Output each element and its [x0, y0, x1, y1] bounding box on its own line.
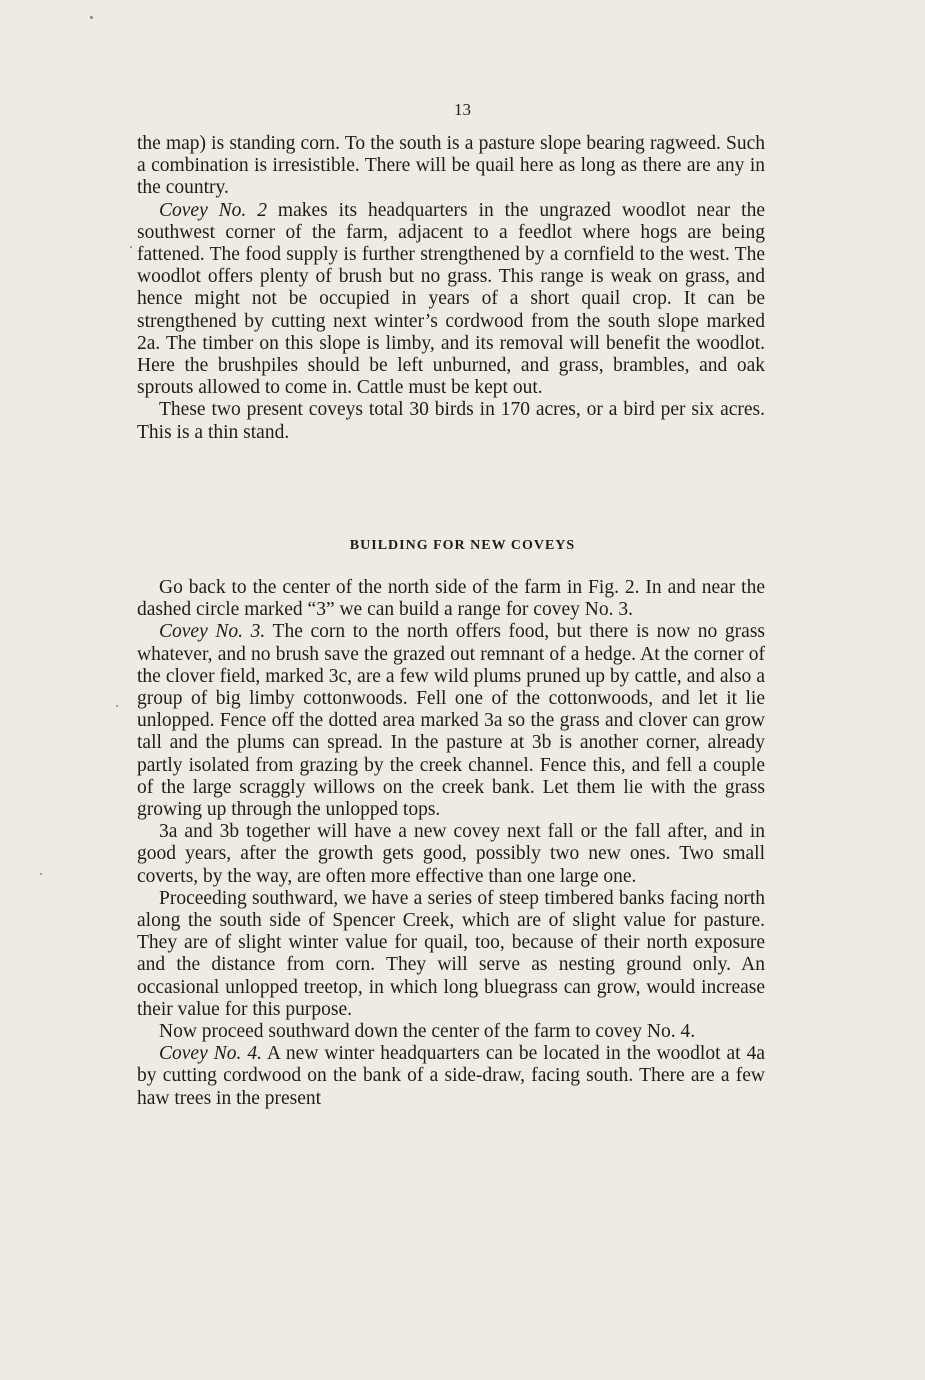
paragraph-continuation: the map) is standing corn. To the south is a pasture slope bearing ragweed. Such a combination is irresistible. There will be quail here as long as there are any in the country.: [137, 133, 765, 199]
paragraph-covey-2: Covey No. 2 makes its headquarters in the ungrazed woodlot near the southwest corner of the farm, adjacent to a feedlot where hogs are being fattened. The food supply is further strengthened by a cornfield to the west. The woodlot offers plenty of brush but no grass. This range is weak on grass, and hence might not be occupied in years of a short quail crop. It can be strengthened by cutting next winter’s cordwood from the south slope marked 2a. The timber on this slope is limby, and its removal will benefit the woodlot. Here the brushpiles should be left unburned, and grass, brambles, and oak sprouts allowed to come in. Cattle must be kept out.: [137, 199, 765, 399]
paragraph-proceeding: Proceeding southward, we have a series of steep timbered banks facing north along the south side of Spencer Creek, which are of slight value for pasture. They are of slight winter value for quail, too, because of their north exposure and the distance from corn. They will serve as nesting ground only. An occasional unlopped treetop, in which long bluegrass can grow, would increase their value for this purpose.: [137, 887, 765, 1020]
covey-4-lead: Covey No. 4.: [159, 1043, 262, 1065]
paragraph-covey-3: Covey No. 3. The corn to the north offers food, but there is now no grass whatever, and no brush save the grazed out remnant of a hedge. At the corner of the clover field, marked 3c, are a few wild plums pruned up by cattle, and also a group of big limby cottonwoods. Fell one of the cottonwoods, and let it lie unlopped. Fence off the dotted area marked 3a so the grass and clover can grow tall and the plums can spread. In the pasture at 3b is another corner, already partly isolated from grazing by the creek channel. Fence this, and fell a couple of the large scraggly willows on the creek bank. Let them lie with the grass growing up through the unlopped tops.: [137, 621, 766, 821]
paper-speck: [90, 16, 93, 19]
covey-2-lead: Covey No. 2: [159, 199, 267, 221]
paper-speck: [130, 246, 132, 248]
paper-speck: [116, 705, 118, 707]
paper-speck: [40, 873, 42, 875]
top-text-block: [137, 133, 765, 444]
paragraph-now-proceed: Now proceed southward down the center of the farm to covey No. 4.: [159, 1021, 696, 1043]
paragraph-3a-3b: 3a and 3b together will have a new covey next fall or the fall after, and in good years, after the growth gets good, possibly two new ones. Two small coverts, by the way, are often more effective than one large one.: [137, 821, 765, 887]
page-number: 13: [454, 100, 471, 119]
covey-3-lead: Covey No. 3.: [159, 621, 266, 643]
paragraph-present-coveys: These two present coveys total 30 birds in 170 acres, or a bird per six acres. This is a thin stand.: [137, 399, 765, 443]
paragraph-go-back: Go back to the center of the north side of the farm in Fig. 2. In and near the dashed circle marked “3” we can build a range for covey No. 3.: [137, 577, 765, 621]
section-heading: BUILDING FOR NEW COVEYS: [349, 538, 576, 553]
bottom-text-block: [137, 577, 765, 1110]
paragraph-covey-4: Covey No. 4. A new winter headquarters can be located in the woodlot at 4a by cutting cordwood on the bank of a side-draw, facing south. There are a few haw trees in the present: [137, 1043, 765, 1109]
